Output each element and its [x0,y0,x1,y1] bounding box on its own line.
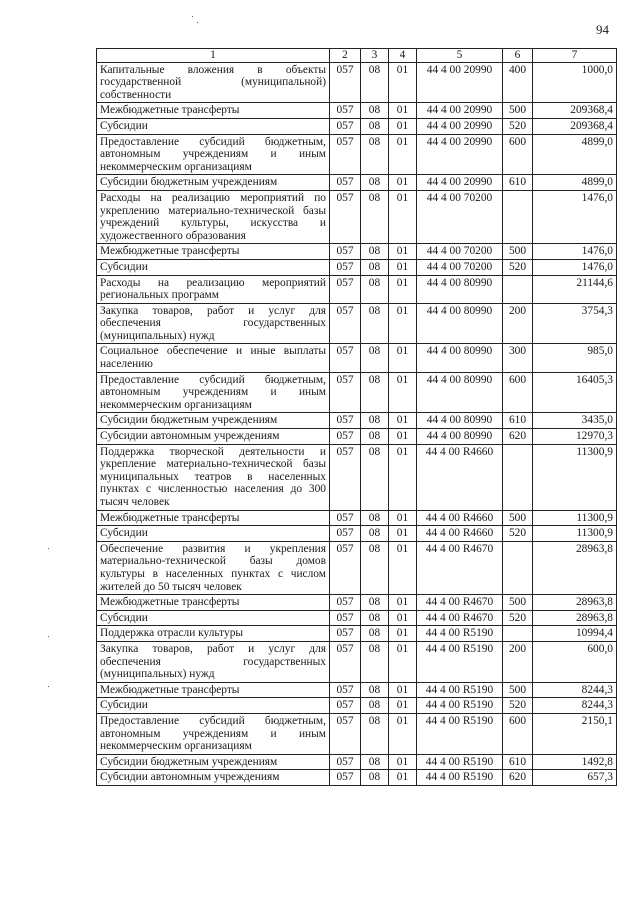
table-row [97,541,617,594]
expense-type-cell: 500 [503,682,533,698]
amount-cell: 16405,3 [533,372,617,413]
ministry-code-cell: 057 [330,103,361,119]
expense-name-cell: Субсидии [97,118,330,134]
ministry-code-cell: 057 [330,754,361,770]
amount-cell: 985,0 [533,344,617,372]
expense-name-cell: Субсидии [97,698,330,714]
section-code-cell: 08 [361,372,389,413]
subsection-code-cell: 01 [389,244,417,260]
target-article-cell: 44 4 00 80990 [417,344,503,372]
expense-type-cell: 620 [503,770,533,786]
section-code-cell: 08 [361,595,389,611]
table-body [97,62,617,785]
target-article-cell: 44 4 00 70200 [417,259,503,275]
target-article-cell: 44 4 00 R5190 [417,698,503,714]
ministry-code-cell: 057 [330,190,361,243]
expense-name-cell: Субсидии [97,259,330,275]
expense-name-cell: Субсидии бюджетным учреждениям [97,413,330,429]
amount-cell: 1000,0 [533,62,617,103]
ministry-code-cell: 057 [330,770,361,786]
amount-cell: 10994,4 [533,626,617,642]
subsection-code-cell: 01 [389,626,417,642]
ministry-code-cell: 057 [330,259,361,275]
scan-speck [48,686,49,687]
amount-cell: 28963,8 [533,610,617,626]
section-code-cell: 08 [361,541,389,594]
expense-name-cell: Субсидии бюджетным учреждениям [97,754,330,770]
amount-cell: 1492,8 [533,754,617,770]
expense-name-cell: Поддержка творческой деятельности и укрепление материально-технической базы муниципальных театров в населенных пунктах с численностью населения до 300 тысяч человек [97,444,330,510]
expense-type-cell [503,626,533,642]
subsection-code-cell: 01 [389,134,417,175]
section-code-cell: 08 [361,175,389,191]
target-article-cell: 44 4 00 R4660 [417,510,503,526]
ministry-code-cell: 057 [330,698,361,714]
ministry-code-cell: 057 [330,303,361,344]
amount-cell: 11300,9 [533,526,617,542]
table-row [97,259,617,275]
subsection-code-cell: 01 [389,713,417,754]
subsection-code-cell: 01 [389,526,417,542]
subsection-code-cell: 01 [389,682,417,698]
expense-name-cell: Капитальные вложения в объекты государственной (муниципальной) собственности [97,62,330,103]
subsection-code-cell: 01 [389,62,417,103]
amount-cell: 28963,8 [533,541,617,594]
table-row [97,526,617,542]
amount-cell: 2150,1 [533,713,617,754]
expense-type-cell: 300 [503,344,533,372]
expense-type-cell: 600 [503,713,533,754]
amount-cell: 1476,0 [533,190,617,243]
ministry-code-cell: 057 [330,626,361,642]
ministry-code-cell: 057 [330,610,361,626]
table-row [97,118,617,134]
table-row [97,303,617,344]
scan-speck [48,548,49,549]
expense-name-cell: Межбюджетные трансферты [97,510,330,526]
amount-cell: 3435,0 [533,413,617,429]
amount-cell: 11300,9 [533,444,617,510]
expense-name-cell: Закупка товаров, работ и услуг для обеспечения государственных (муниципальных) нужд [97,303,330,344]
expense-type-cell: 500 [503,595,533,611]
expense-name-cell: Межбюджетные трансферты [97,595,330,611]
section-code-cell: 08 [361,610,389,626]
table-row [97,754,617,770]
expense-name-cell: Расходы на реализацию мероприятий по укреплению материально-технической базы учреждений культуры, искусства и художественного образования [97,190,330,243]
table-row [97,103,617,119]
header-cell: 5 [417,49,503,63]
ministry-code-cell: 057 [330,344,361,372]
table-row [97,610,617,626]
expense-type-cell: 520 [503,610,533,626]
amount-cell: 1476,0 [533,244,617,260]
expense-type-cell: 500 [503,510,533,526]
section-code-cell: 08 [361,134,389,175]
subsection-code-cell: 01 [389,190,417,243]
target-article-cell: 44 4 00 80990 [417,413,503,429]
expense-type-cell: 600 [503,372,533,413]
target-article-cell: 44 4 00 R5190 [417,626,503,642]
expense-type-cell: 200 [503,303,533,344]
subsection-code-cell: 01 [389,510,417,526]
target-article-cell: 44 4 00 20990 [417,134,503,175]
expense-type-cell: 500 [503,103,533,119]
expense-type-cell [503,275,533,303]
subsection-code-cell: 01 [389,413,417,429]
expense-name-cell: Субсидии [97,610,330,626]
ministry-code-cell: 057 [330,134,361,175]
subsection-code-cell: 01 [389,698,417,714]
target-article-cell: 44 4 00 80990 [417,303,503,344]
subsection-code-cell: 01 [389,610,417,626]
table-row [97,413,617,429]
amount-cell: 8244,3 [533,698,617,714]
amount-cell: 21144,6 [533,275,617,303]
expense-type-cell [503,190,533,243]
section-code-cell: 08 [361,526,389,542]
ministry-code-cell: 057 [330,275,361,303]
amount-cell: 28963,8 [533,595,617,611]
scan-speck [197,22,198,23]
expense-name-cell: Расходы на реализацию мероприятий региональных программ [97,275,330,303]
ministry-code-cell: 057 [330,118,361,134]
expense-name-cell: Предоставление субсидий бюджетным, автономным учреждениям и иным некоммерческим организациям [97,372,330,413]
scan-speck [48,636,49,637]
amount-cell: 8244,3 [533,682,617,698]
section-code-cell: 08 [361,713,389,754]
table-row [97,595,617,611]
budget-table [96,48,617,786]
section-code-cell: 08 [361,413,389,429]
table-row [97,429,617,445]
subsection-code-cell: 01 [389,372,417,413]
table-row [97,244,617,260]
subsection-code-cell: 01 [389,275,417,303]
page-number: 94 [596,22,609,37]
target-article-cell: 44 4 00 R5190 [417,713,503,754]
section-code-cell: 08 [361,444,389,510]
expense-type-cell: 400 [503,62,533,103]
expense-name-cell: Субсидии бюджетным учреждениям [97,175,330,191]
expense-type-cell: 610 [503,754,533,770]
subsection-code-cell: 01 [389,103,417,119]
section-code-cell: 08 [361,429,389,445]
expense-type-cell: 600 [503,134,533,175]
subsection-code-cell: 01 [389,259,417,275]
section-code-cell: 08 [361,698,389,714]
subsection-code-cell: 01 [389,444,417,510]
target-article-cell: 44 4 00 80990 [417,275,503,303]
ministry-code-cell: 057 [330,413,361,429]
table-row [97,713,617,754]
expense-type-cell [503,541,533,594]
header-cell: 2 [330,49,361,63]
table-row [97,698,617,714]
ministry-code-cell: 057 [330,444,361,510]
target-article-cell: 44 4 00 20990 [417,103,503,119]
expense-type-cell: 500 [503,244,533,260]
section-code-cell: 08 [361,626,389,642]
header-cell: 1 [97,49,330,63]
ministry-code-cell: 057 [330,62,361,103]
target-article-cell: 44 4 00 R5190 [417,641,503,682]
ministry-code-cell: 057 [330,526,361,542]
subsection-code-cell: 01 [389,118,417,134]
target-article-cell: 44 4 00 20990 [417,118,503,134]
target-article-cell: 44 4 00 20990 [417,62,503,103]
subsection-code-cell: 01 [389,429,417,445]
expense-name-cell: Социальное обеспечение и иные выплаты населению [97,344,330,372]
section-code-cell: 08 [361,682,389,698]
expense-name-cell: Обеспечение развития и укрепления материально-технической базы домов культуры в населенных пунктах с числом жителей до 50 тысяч человек [97,541,330,594]
subsection-code-cell: 01 [389,754,417,770]
section-code-cell: 08 [361,244,389,260]
ministry-code-cell: 057 [330,510,361,526]
table-row [97,372,617,413]
section-code-cell: 08 [361,754,389,770]
expense-name-cell: Закупка товаров, работ и услуг для обеспечения государственных (муниципальных) нужд [97,641,330,682]
target-article-cell: 44 4 00 R4660 [417,444,503,510]
target-article-cell: 44 4 00 R4670 [417,610,503,626]
amount-cell: 657,3 [533,770,617,786]
expense-name-cell: Предоставление субсидий бюджетным, автономным учреждениям и иным некоммерческим организациям [97,134,330,175]
ministry-code-cell: 057 [330,541,361,594]
table-row [97,626,617,642]
subsection-code-cell: 01 [389,175,417,191]
section-code-cell: 08 [361,118,389,134]
header-cell: 3 [361,49,389,63]
expense-name-cell: Межбюджетные трансферты [97,244,330,260]
ministry-code-cell: 057 [330,372,361,413]
section-code-cell: 08 [361,510,389,526]
expense-name-cell: Субсидии [97,526,330,542]
target-article-cell: 44 4 00 70200 [417,190,503,243]
expense-type-cell: 520 [503,118,533,134]
subsection-code-cell: 01 [389,303,417,344]
table-row [97,344,617,372]
target-article-cell: 44 4 00 R5190 [417,754,503,770]
target-article-cell: 44 4 00 70200 [417,244,503,260]
table-row [97,134,617,175]
subsection-code-cell: 01 [389,344,417,372]
table-row [97,510,617,526]
subsection-code-cell: 01 [389,770,417,786]
header-cell: 6 [503,49,533,63]
amount-cell: 600,0 [533,641,617,682]
header-cell: 7 [533,49,617,63]
ministry-code-cell: 057 [330,682,361,698]
amount-cell: 12970,3 [533,429,617,445]
expense-type-cell: 610 [503,175,533,191]
expense-name-cell: Субсидии автономным учреждениям [97,429,330,445]
expense-type-cell [503,444,533,510]
header-row [97,49,617,63]
section-code-cell: 08 [361,103,389,119]
section-code-cell: 08 [361,303,389,344]
subsection-code-cell: 01 [389,641,417,682]
target-article-cell: 44 4 00 R5190 [417,770,503,786]
amount-cell: 4899,0 [533,175,617,191]
expense-type-cell: 520 [503,526,533,542]
ministry-code-cell: 057 [330,244,361,260]
amount-cell: 1476,0 [533,259,617,275]
target-article-cell: 44 4 00 80990 [417,372,503,413]
table-row [97,682,617,698]
section-code-cell: 08 [361,62,389,103]
ministry-code-cell: 057 [330,641,361,682]
amount-cell: 3754,3 [533,303,617,344]
target-article-cell: 44 4 00 80990 [417,429,503,445]
section-code-cell: 08 [361,344,389,372]
section-code-cell: 08 [361,641,389,682]
ministry-code-cell: 057 [330,175,361,191]
expense-name-cell: Предоставление субсидий бюджетным, автономным учреждениям и иным некоммерческим организациям [97,713,330,754]
target-article-cell: 44 4 00 20990 [417,175,503,191]
section-code-cell: 08 [361,275,389,303]
table-row [97,275,617,303]
target-article-cell: 44 4 00 R4660 [417,526,503,542]
expense-name-cell: Поддержка отрасли культуры [97,626,330,642]
expense-type-cell: 520 [503,698,533,714]
section-code-cell: 08 [361,190,389,243]
expense-name-cell: Субсидии автономным учреждениям [97,770,330,786]
target-article-cell: 44 4 00 R4670 [417,541,503,594]
expense-type-cell: 200 [503,641,533,682]
table-row [97,641,617,682]
table-row [97,62,617,103]
table-row [97,444,617,510]
table-row [97,770,617,786]
amount-cell: 11300,9 [533,510,617,526]
section-code-cell: 08 [361,770,389,786]
amount-cell: 209368,4 [533,103,617,119]
target-article-cell: 44 4 00 R5190 [417,682,503,698]
table-row [97,175,617,191]
ministry-code-cell: 057 [330,429,361,445]
amount-cell: 209368,4 [533,118,617,134]
subsection-code-cell: 01 [389,595,417,611]
header-cell: 4 [389,49,417,63]
expense-name-cell: Межбюджетные трансферты [97,682,330,698]
expense-type-cell: 520 [503,259,533,275]
expense-type-cell: 610 [503,413,533,429]
expense-name-cell: Межбюджетные трансферты [97,103,330,119]
target-article-cell: 44 4 00 R4670 [417,595,503,611]
ministry-code-cell: 057 [330,595,361,611]
subsection-code-cell: 01 [389,541,417,594]
table-row [97,190,617,243]
ministry-code-cell: 057 [330,713,361,754]
amount-cell: 4899,0 [533,134,617,175]
scan-speck [192,16,193,17]
section-code-cell: 08 [361,259,389,275]
expense-type-cell: 620 [503,429,533,445]
